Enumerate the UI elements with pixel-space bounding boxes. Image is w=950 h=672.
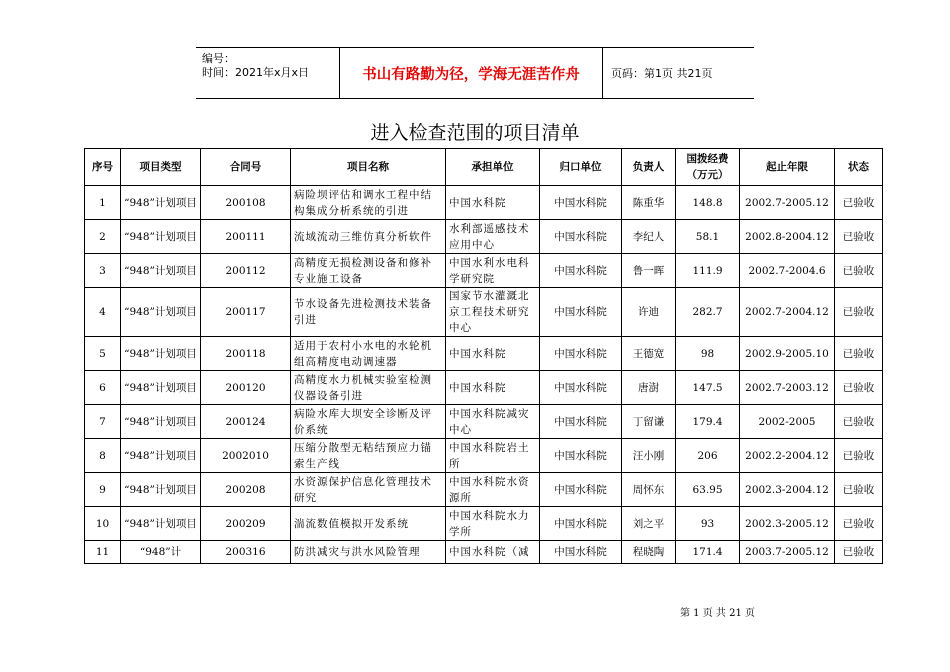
cell-period: 2003.7-2005.12 — [740, 541, 835, 564]
cell-dept: 中国水科院 — [540, 186, 622, 220]
cell-period: 2002.3-2005.12 — [740, 507, 835, 541]
cell-funds: 111.9 — [676, 254, 740, 288]
cell-contract: 200112 — [201, 254, 291, 288]
cell-no: 1 — [85, 186, 121, 220]
cell-name: 高精度无损检测设备和修补专业施工设备 — [291, 254, 446, 288]
cell-contract: 2002010 — [201, 439, 291, 473]
cell-status: 已验收 — [835, 405, 883, 439]
col-header-type: 项目类型 — [121, 149, 201, 186]
cell-status: 已验收 — [835, 439, 883, 473]
cell-status: 已验收 — [835, 473, 883, 507]
cell-funds: 147.5 — [676, 371, 740, 405]
cell-period: 2002.7-2005.12 — [740, 186, 835, 220]
cell-period: 2002-2005 — [740, 405, 835, 439]
header-motto: 书山有路勤为径，学海无涯苦作舟 — [340, 48, 603, 98]
table-row — [85, 439, 883, 473]
cell-type: “948”计划项目 — [121, 507, 201, 541]
table-row — [85, 288, 883, 337]
header-number: 编号： — [202, 52, 235, 65]
cell-contract: 200316 — [201, 541, 291, 564]
cell-name: 病险水库大坝安全诊断及评价系统 — [291, 405, 446, 439]
header-page: 页码：第1页 共21页 — [611, 67, 713, 80]
cell-leader: 王德宽 — [622, 337, 676, 371]
cell-contract: 200118 — [201, 337, 291, 371]
cell-name: 水资源保护信息化管理技术研究 — [291, 473, 446, 507]
cell-name: 流域流动三维仿真分析软件 — [291, 220, 446, 254]
cell-type: “948”计划项目 — [121, 337, 201, 371]
cell-funds: 58.1 — [676, 220, 740, 254]
cell-type: “948”计 — [121, 541, 201, 564]
cell-contract: 200208 — [201, 473, 291, 507]
cell-unit: 中国水利水电科学研究院 — [446, 254, 540, 288]
cell-dept: 中国水科院 — [540, 507, 622, 541]
cell-unit: 国家节水灌溉北京工程技术研究中心 — [446, 288, 540, 337]
cell-leader: 许迪 — [622, 288, 676, 337]
table-row — [85, 254, 883, 288]
cell-status: 已验收 — [835, 220, 883, 254]
cell-name: 高精度水力机械实验室检测仪器设备引进 — [291, 371, 446, 405]
cell-contract: 200209 — [201, 507, 291, 541]
table-row — [85, 541, 883, 564]
cell-period: 2002.8-2004.12 — [740, 220, 835, 254]
cell-no: 10 — [85, 507, 121, 541]
cell-funds: 206 — [676, 439, 740, 473]
cell-type: “948”计划项目 — [121, 186, 201, 220]
cell-period: 2002.3-2004.12 — [740, 473, 835, 507]
cell-dept: 中国水科院 — [540, 220, 622, 254]
col-header-contract: 合同号 — [201, 149, 291, 186]
cell-name: 防洪减灾与洪水风险管理 — [291, 541, 446, 564]
cell-dept: 中国水科院 — [540, 371, 622, 405]
table-row — [85, 371, 883, 405]
cell-contract: 200108 — [201, 186, 291, 220]
header-meta — [196, 48, 340, 98]
cell-unit: 中国水科院 — [446, 186, 540, 220]
cell-no: 7 — [85, 405, 121, 439]
cell-contract: 200124 — [201, 405, 291, 439]
cell-leader: 丁留谦 — [622, 405, 676, 439]
cell-contract: 200117 — [201, 288, 291, 337]
cell-dept: 中国水科院 — [540, 254, 622, 288]
header-time: 时间：2021年x月x日 — [202, 66, 310, 79]
cell-status: 已验收 — [835, 186, 883, 220]
cell-funds: 63.95 — [676, 473, 740, 507]
cell-name: 节水设备先进检测技术装备引进 — [291, 288, 446, 337]
cell-name: 湍流数值模拟开发系统 — [291, 507, 446, 541]
cell-leader: 李纪人 — [622, 220, 676, 254]
cell-dept: 中国水科院 — [540, 541, 622, 564]
col-header-leader: 负责人 — [622, 149, 676, 186]
cell-no: 8 — [85, 439, 121, 473]
cell-leader: 鲁一晖 — [622, 254, 676, 288]
cell-leader: 陈重华 — [622, 186, 676, 220]
project-table — [84, 148, 883, 564]
cell-funds: 282.7 — [676, 288, 740, 337]
table-row — [85, 186, 883, 220]
cell-type: “948”计划项目 — [121, 405, 201, 439]
cell-dept: 中国水科院 — [540, 473, 622, 507]
page-header — [196, 47, 754, 99]
cell-no: 3 — [85, 254, 121, 288]
cell-period: 2002.9-2005.10 — [740, 337, 835, 371]
cell-unit: 中国水科院 — [446, 337, 540, 371]
cell-status: 已验收 — [835, 337, 883, 371]
cell-type: “948”计划项目 — [121, 371, 201, 405]
cell-unit: 中国水科院（减 — [446, 541, 540, 564]
cell-funds: 148.8 — [676, 186, 740, 220]
cell-no: 6 — [85, 371, 121, 405]
table-header-row — [85, 149, 883, 186]
cell-contract: 200111 — [201, 220, 291, 254]
cell-no: 5 — [85, 337, 121, 371]
col-header-name: 项目名称 — [291, 149, 446, 186]
col-header-status: 状态 — [835, 149, 883, 186]
table-row — [85, 220, 883, 254]
cell-status: 已验收 — [835, 507, 883, 541]
cell-unit: 中国水科院减灾中心 — [446, 405, 540, 439]
col-header-period: 起止年限 — [740, 149, 835, 186]
cell-period: 2002.7-2003.12 — [740, 371, 835, 405]
cell-leader: 刘之平 — [622, 507, 676, 541]
cell-period: 2002.7-2004.12 — [740, 288, 835, 337]
cell-contract: 200120 — [201, 371, 291, 405]
cell-unit: 中国水科院水力学所 — [446, 507, 540, 541]
cell-type: “948”计划项目 — [121, 473, 201, 507]
table-row — [85, 507, 883, 541]
cell-dept: 中国水科院 — [540, 439, 622, 473]
cell-status: 已验收 — [835, 371, 883, 405]
cell-dept: 中国水科院 — [540, 288, 622, 337]
page-title: 进入检查范围的项目清单 — [370, 122, 580, 144]
cell-no: 9 — [85, 473, 121, 507]
cell-type: “948”计划项目 — [121, 220, 201, 254]
cell-name: 适用于农村小水电的水轮机组高精度电动调速器 — [291, 337, 446, 371]
table-body — [85, 186, 883, 564]
cell-period: 2002.2-2004.12 — [740, 439, 835, 473]
cell-leader: 程晓陶 — [622, 541, 676, 564]
cell-dept: 中国水科院 — [540, 337, 622, 371]
cell-leader: 唐澍 — [622, 371, 676, 405]
col-header-dept: 归口单位 — [540, 149, 622, 186]
cell-no: 4 — [85, 288, 121, 337]
cell-status: 已验收 — [835, 288, 883, 337]
table-row — [85, 473, 883, 507]
cell-type: “948”计划项目 — [121, 254, 201, 288]
table-row — [85, 337, 883, 371]
cell-funds: 93 — [676, 507, 740, 541]
cell-funds: 179.4 — [676, 405, 740, 439]
cell-funds: 98 — [676, 337, 740, 371]
cell-name: 病险坝评估和调水工程中结构集成分析系统的引进 — [291, 186, 446, 220]
cell-unit: 水利部遥感技术应用中心 — [446, 220, 540, 254]
col-header-no: 序号 — [85, 149, 121, 186]
cell-leader: 周怀东 — [622, 473, 676, 507]
cell-type: “948”计划项目 — [121, 439, 201, 473]
cell-period: 2002.7-2004.6 — [740, 254, 835, 288]
page-footer: 第 1 页 共 21 页 — [680, 608, 755, 619]
cell-type: “948”计划项目 — [121, 288, 201, 337]
cell-no: 2 — [85, 220, 121, 254]
cell-funds: 171.4 — [676, 541, 740, 564]
table-row — [85, 405, 883, 439]
cell-unit: 中国水科院岩土所 — [446, 439, 540, 473]
cell-status: 已验收 — [835, 254, 883, 288]
cell-dept: 中国水科院 — [540, 405, 622, 439]
cell-status: 已验收 — [835, 541, 883, 564]
cell-unit: 中国水科院水资源所 — [446, 473, 540, 507]
col-header-funds: 国拨经费（万元） — [676, 149, 740, 186]
cell-unit: 中国水科院 — [446, 371, 540, 405]
cell-name: 压缩分散型无粘结预应力锚索生产线 — [291, 439, 446, 473]
col-header-unit: 承担单位 — [446, 149, 540, 186]
cell-no: 11 — [85, 541, 121, 564]
cell-leader: 汪小刚 — [622, 439, 676, 473]
